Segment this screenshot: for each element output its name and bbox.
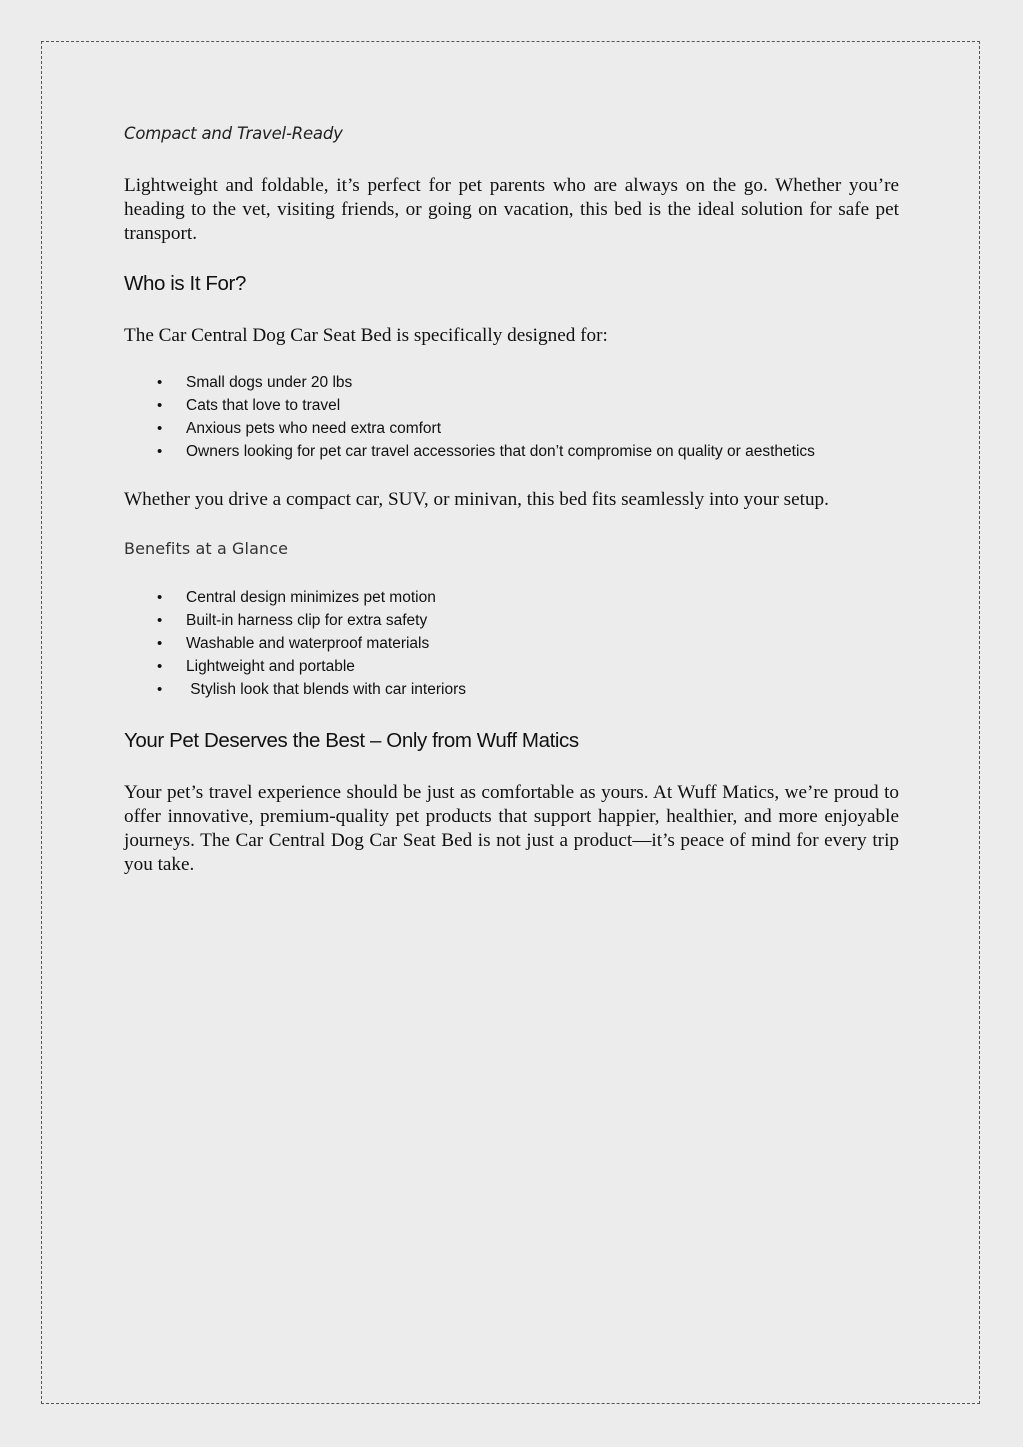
list-item: • Built-in harness clip for extra safety (124, 609, 899, 632)
who-outro: Whether you drive a compact car, SUV, or minivan, this bed fits seamlessly into your setup. (124, 489, 829, 510)
list-item: • Central design minimizes pet motion (124, 586, 899, 609)
benefits-list (124, 586, 899, 701)
bullet-icon: • (157, 397, 163, 414)
who-heading: Who is It For? (124, 272, 246, 295)
list-item: • Cats that love to travel (124, 394, 899, 417)
who-list (124, 371, 899, 463)
list-item: • Anxious pets who need extra comfort (124, 417, 899, 440)
bullet-icon: • (157, 681, 163, 698)
compact-heading: Compact and Travel-Ready (124, 124, 343, 143)
bullet-icon: • (157, 635, 163, 652)
bullet-icon: • (157, 443, 163, 460)
best-paragraph: Your pet’s travel experience should be just as comfortable as yours. At Wuff Matics, we’re proud to offer innovative, premium-quality pet products that support happier, healthier, and more enjoyable journeys. The Car Central Dog Car Seat Bed is not just a product—it’s peace of mind for every trip you take. (124, 782, 899, 875)
who-intro: The Car Central Dog Car Seat Bed is specifically designed for: (124, 325, 608, 346)
compact-paragraph: Lightweight and foldable, it’s perfect for pet parents who are always on the go. Whether you’re heading to the vet, visiting friends, or going on vacation, this bed is the ideal solution for safe pet transport. (124, 175, 899, 244)
bullet-icon: • (157, 374, 163, 391)
benefits-heading: Benefits at a Glance (124, 539, 289, 558)
list-item: • Small dogs under 20 lbs (124, 371, 899, 394)
bullet-icon: • (157, 658, 163, 675)
list-item: • Washable and waterproof materials (124, 632, 899, 655)
bullet-icon: • (157, 589, 163, 606)
list-item: • Lightweight and portable (124, 655, 899, 678)
bullet-icon: • (157, 420, 163, 437)
bullet-icon: • (157, 612, 163, 629)
list-item: • Stylish look that blends with car interiors (124, 678, 899, 701)
best-heading: Your Pet Deserves the Best – Only from Wuff Matics (124, 729, 579, 752)
list-item: • Owners looking for pet car travel accessories that don’t compromise on quality or aesthetics (124, 440, 899, 463)
